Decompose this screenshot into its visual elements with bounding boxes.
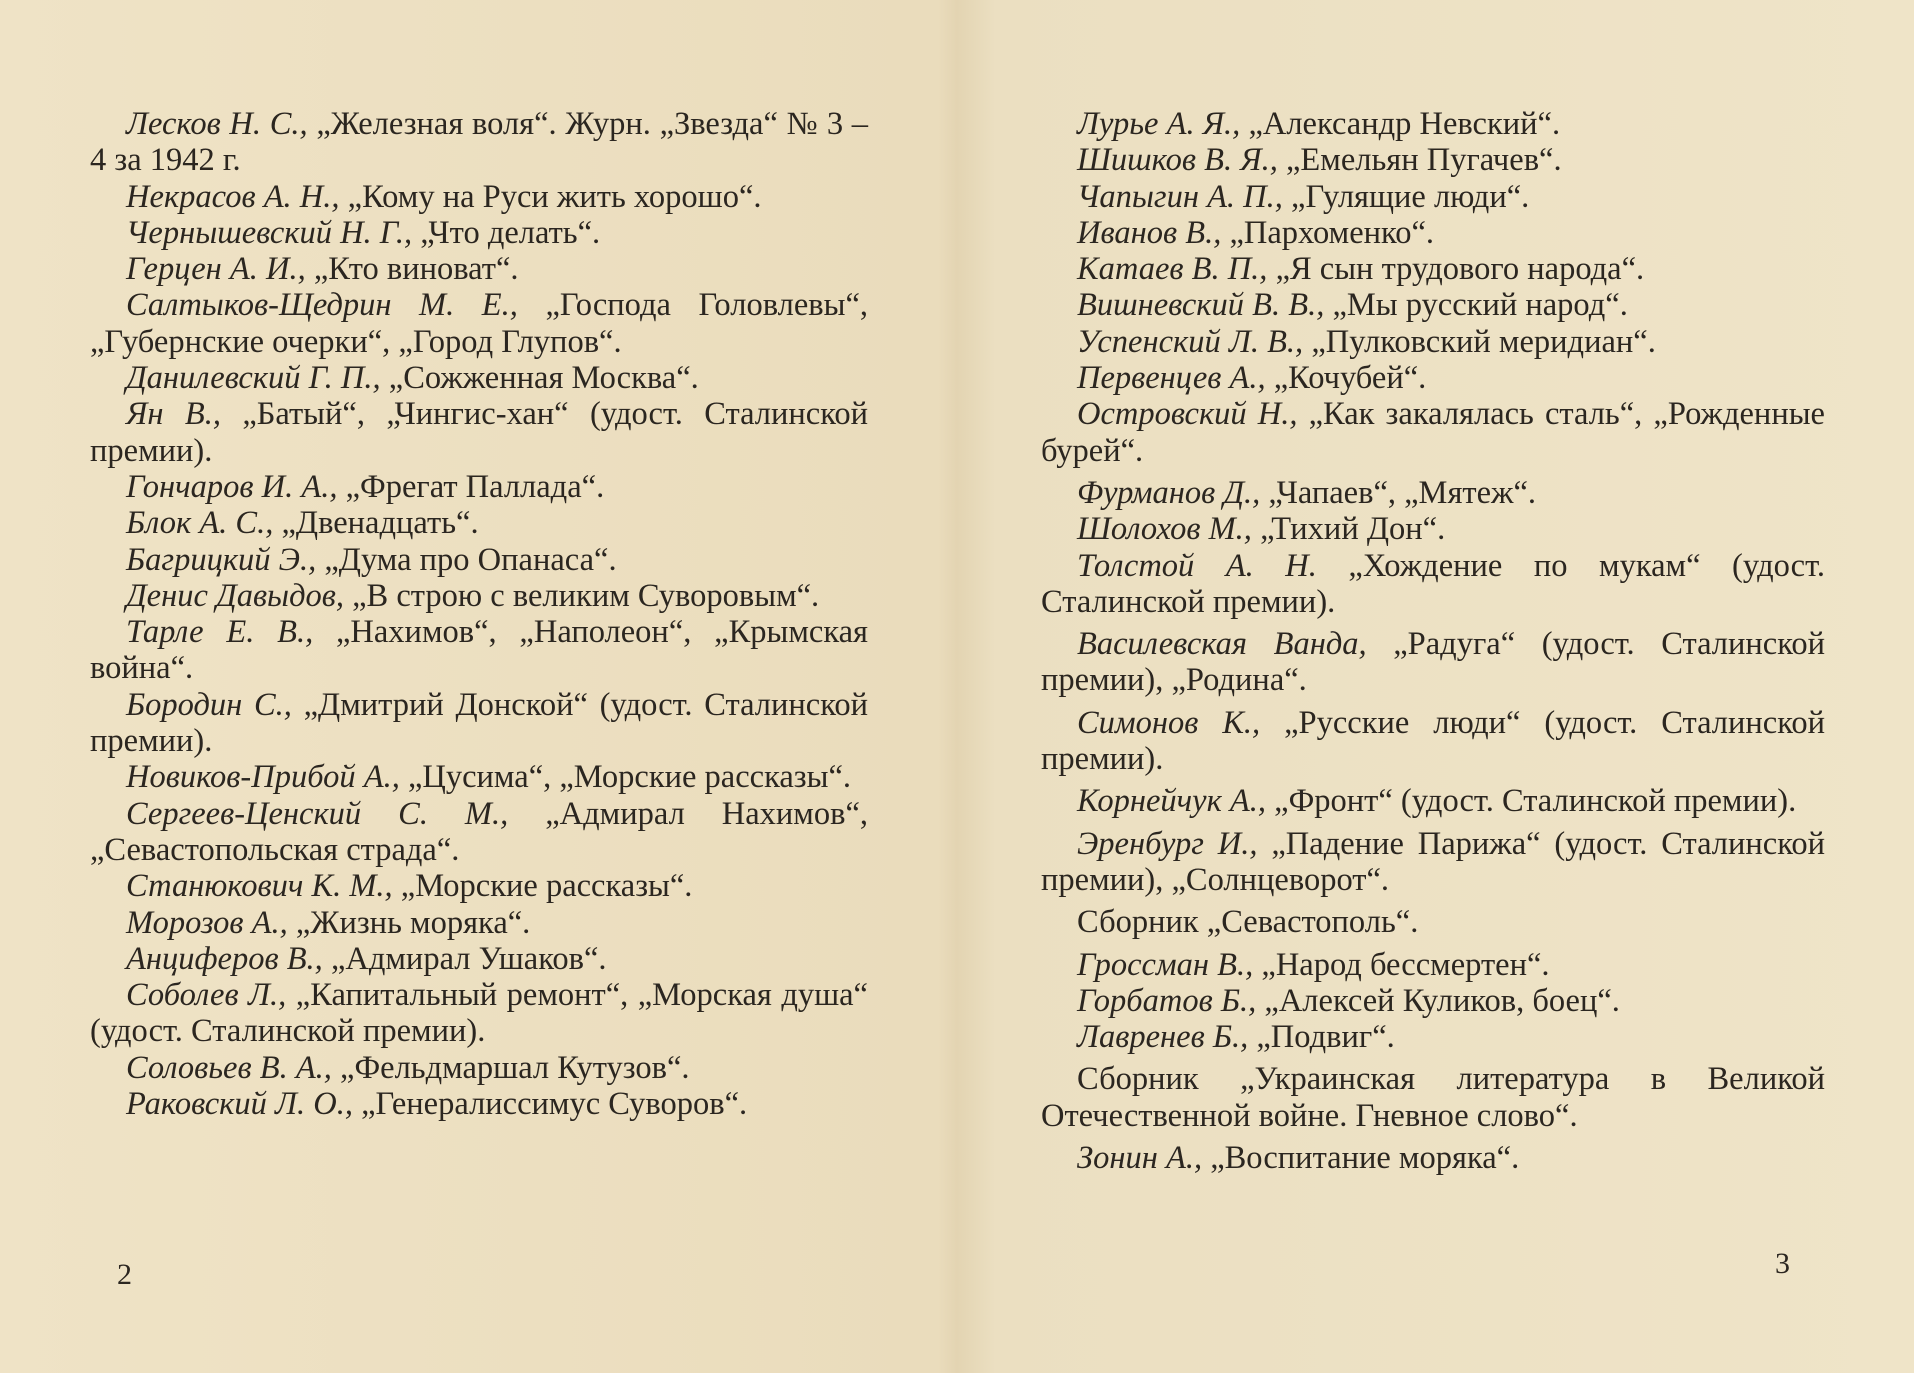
author-name: Вишневский В. В., xyxy=(1077,287,1325,324)
author-name: Лурье А. Я., xyxy=(1077,106,1241,142)
work-title: „Народ бессмертен“. xyxy=(1253,946,1550,983)
author-name: Иванов В., xyxy=(1077,214,1222,251)
author-name: Зонин А., xyxy=(1077,1140,1203,1177)
author-name: Соболев Л., xyxy=(126,977,287,1014)
work-title: „Кочубей“. xyxy=(1265,360,1427,397)
bibliography-entry xyxy=(90,796,868,869)
bibliography-entry xyxy=(1041,396,1825,469)
author-name: Станюкович К. М., xyxy=(126,868,393,905)
author-name: Чернышевский Н. Г., xyxy=(126,214,413,251)
bibliography-entry xyxy=(90,578,868,614)
work-title: „Емельян Пугачев“. xyxy=(1277,142,1562,179)
author-name: Корнейчук А., xyxy=(1077,783,1267,820)
author-name: Сергеев-Ценский С. М., xyxy=(126,795,509,832)
bibliography-entry xyxy=(1041,324,1825,360)
bibliography-entry xyxy=(1041,783,1825,819)
bibliography-entry xyxy=(90,505,868,541)
bibliography-entry xyxy=(1041,904,1825,940)
author-name: Морозов А., xyxy=(126,904,288,941)
work-title: „Хождение по мукам“ (удост. Сталинской премии). xyxy=(1041,547,1825,620)
work-title: „В строю с великим Суворовым“. xyxy=(344,577,820,614)
work-title: „Господа Головлевы“, „Губернские очерки“, „Город Глупов“. xyxy=(90,287,868,360)
work-title: „Адмирал Нахимов“, „Севастопольская страда“. xyxy=(90,795,868,868)
bibliography-entry xyxy=(1041,705,1825,778)
author-name: Тарле Е. В., xyxy=(126,614,314,651)
bibliography-entry xyxy=(90,977,868,1050)
work-title: „Пархоменко“. xyxy=(1221,214,1434,251)
author-name: Шишков В. Я., xyxy=(1077,142,1278,179)
work-title: „Жизнь моряка“. xyxy=(287,904,531,941)
work-title: „Воспитание моряка“. xyxy=(1202,1140,1520,1177)
bibliography-entry xyxy=(90,1050,868,1086)
author-name: Гончаров И. А., xyxy=(126,468,338,505)
work-title: „Морские рассказы“. xyxy=(392,868,693,905)
author-name: Ян В., xyxy=(126,396,221,433)
author-name: Багрицкий Э., xyxy=(126,541,317,578)
work-title: „Александр Невский“. xyxy=(1240,106,1561,142)
author-name: Горбатов Б., xyxy=(1077,982,1257,1019)
bibliography-entry xyxy=(1041,475,1825,511)
bibliography-entry xyxy=(90,215,868,251)
author-name: Данилевский Г. П., xyxy=(126,360,381,397)
bibliography-entry xyxy=(90,469,868,505)
bibliography-entry xyxy=(90,360,868,396)
work-title: „Пулковский меридиан“. xyxy=(1303,323,1656,360)
bibliography-entry xyxy=(1041,947,1825,983)
work-title: „Фрегат Паллада“. xyxy=(337,468,605,505)
author-name: Раковский Л. О., xyxy=(126,1086,353,1123)
bibliography-entry xyxy=(1041,106,1825,142)
bibliography-entry xyxy=(1041,360,1825,396)
work-title: „Цусима“, „Морские рассказы“. xyxy=(399,759,852,796)
bibliography-entry xyxy=(90,287,868,360)
work-title: „Фельдмаршал Кутузов“. xyxy=(331,1049,690,1086)
author-name: Лавренев Б., xyxy=(1077,1019,1249,1056)
author-name: Денис Давыдов, xyxy=(126,577,344,614)
left-page xyxy=(90,106,868,1122)
work-title: „Я сын трудового народа“. xyxy=(1267,251,1645,288)
author-name: Успенский Л. В., xyxy=(1077,323,1304,360)
work-title: „Чапаев“, „Мятеж“. xyxy=(1260,474,1537,511)
page-number: 2 xyxy=(117,1258,132,1291)
bibliography-entry xyxy=(1041,826,1825,899)
author-name: Василевская Ванда, xyxy=(1077,626,1367,663)
work-title: „Дума про Опанаса“. xyxy=(316,541,617,578)
work-title: „Сожженная Москва“. xyxy=(380,360,699,397)
work-title: „Дмитрий Донской“ (удост. Сталинской премии). xyxy=(90,686,868,760)
work-title: „Гулящие люди“. xyxy=(1282,178,1530,215)
author-name: Лесков Н. С., xyxy=(126,106,308,142)
author-name: Эренбург И., xyxy=(1077,825,1258,862)
bibliography-entry xyxy=(90,941,868,977)
bibliography-entry xyxy=(1041,1140,1825,1176)
author-name: Гроссман В., xyxy=(1077,946,1254,983)
bibliography-entry xyxy=(1041,626,1825,699)
author-name: Новиков-Прибой А., xyxy=(126,759,400,796)
work-title: „Генералиссимус Суворов“. xyxy=(353,1086,748,1123)
bibliography-entry xyxy=(90,179,868,215)
author-name: Фурманов Д., xyxy=(1077,474,1261,511)
bibliography-entry xyxy=(1041,142,1825,178)
author-name: Соловьев В. А., xyxy=(126,1049,332,1086)
author-name: Толстой А. Н. xyxy=(1077,547,1317,584)
author-name: Салтыков-Щедрин М. Е., xyxy=(126,287,518,324)
work-title: „Двенадцать“. xyxy=(273,505,479,542)
work-title: „Адмирал Ушаков“. xyxy=(322,940,607,977)
bibliography-entry xyxy=(1041,1019,1825,1055)
bibliography-entry xyxy=(90,396,868,469)
author-name: Шолохов М., xyxy=(1077,511,1252,548)
right-page xyxy=(1041,106,1825,1176)
bibliography-entry xyxy=(1041,511,1825,547)
author-name: Герцен А. И., xyxy=(126,251,306,288)
work-title: Сборник „Севастополь“. xyxy=(1077,904,1419,941)
bibliography-entry xyxy=(1041,548,1825,621)
bibliography-entry xyxy=(90,868,868,904)
page-number: 3 xyxy=(1775,1247,1790,1280)
bibliography-entry xyxy=(1041,1061,1825,1134)
author-name: Первенцев А., xyxy=(1077,360,1266,397)
bibliography-entry xyxy=(90,905,868,941)
work-title: „Нахимов“, „Наполеон“, „Крымская война“. xyxy=(90,614,868,687)
bibliography-entry xyxy=(1041,251,1825,287)
work-title: „Как закалялась сталь“, „Рожденные бурей“. xyxy=(1041,396,1825,469)
work-title: „Мы русский народ“. xyxy=(1324,287,1628,324)
author-name: Анциферов В., xyxy=(126,940,323,977)
bibliography-entry xyxy=(90,542,868,578)
bibliography-entry xyxy=(90,106,868,179)
bibliography-entry xyxy=(1041,983,1825,1019)
work-title: „Подвиг“. xyxy=(1248,1019,1395,1056)
work-title: „Железная воля“. Журн. „Звезда“ № 3 – 4 за 1942 г. xyxy=(90,106,868,179)
author-name: Симонов К., xyxy=(1077,704,1261,741)
bibliography-entry xyxy=(90,1086,868,1122)
author-name: Бородин С., xyxy=(126,686,292,723)
author-name: Островский Н., xyxy=(1077,396,1298,433)
bibliography-entry xyxy=(90,759,868,795)
work-title: „Капитальный ремонт“, „Морская душа“ (удост. Сталинской премии). xyxy=(90,977,868,1050)
work-title: „Радуга“ (удост. Сталинской премии), „Родина“. xyxy=(1041,626,1825,699)
author-name: Катаев В. П., xyxy=(1077,251,1268,288)
bibliography-entry xyxy=(1041,179,1825,215)
work-title: „Тихий Дон“. xyxy=(1251,511,1446,548)
work-title: „Батый“, „Чингис-хан“ (удост. Сталинской премии). xyxy=(90,396,868,469)
work-title: „Что делать“. xyxy=(412,214,601,251)
bibliography-entry xyxy=(90,687,868,760)
work-title: „Фронт“ (удост. Сталинской премии). xyxy=(1266,783,1797,820)
work-title: „Кто виноват“. xyxy=(305,251,519,288)
bibliography-entry xyxy=(1041,287,1825,323)
work-title: „Падение Парижа“ (удост. Сталинской премии), „Солнцеворот“. xyxy=(1041,825,1825,898)
work-title: Сборник „Украинская литература в Великой Отечественной войне. Гневное слово“. xyxy=(1041,1061,1825,1134)
author-name: Блок А. С., xyxy=(126,505,274,542)
author-name: Чапыгин А. П., xyxy=(1077,178,1283,215)
work-title: „Кому на Руси жить хорошо“. xyxy=(339,178,762,215)
work-title: „Алексей Куликов, боец“. xyxy=(1256,982,1620,1019)
work-title: „Русские люди“ (удост. Сталинской премии). xyxy=(1041,704,1826,778)
bibliography-entry xyxy=(90,251,868,287)
bibliography-entry xyxy=(90,614,868,687)
author-name: Некрасов А. Н., xyxy=(126,178,340,215)
bibliography-entry xyxy=(1041,215,1825,251)
